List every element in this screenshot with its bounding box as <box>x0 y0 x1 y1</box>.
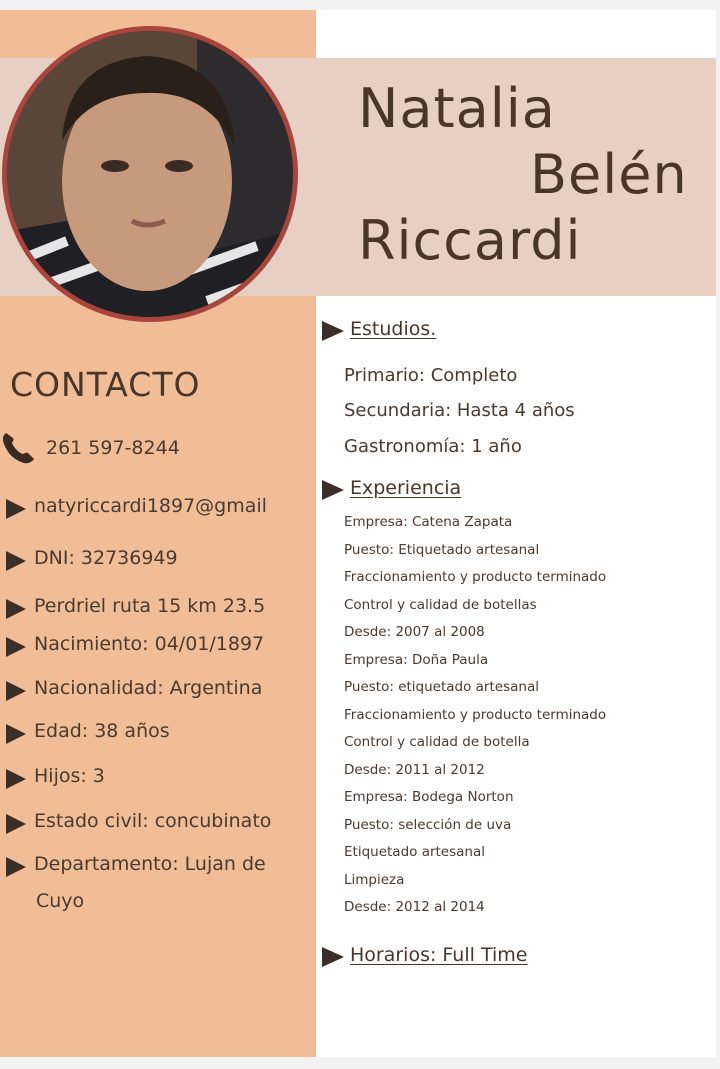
study-item: Secundaria: Hasta 4 años <box>344 400 575 421</box>
contact-nationality <box>6 677 262 699</box>
contact-birth <box>6 633 264 655</box>
email-text: natyriccardi1897@gmail <box>34 495 267 517</box>
dni-text: DNI: 32736949 <box>34 547 178 569</box>
arrow-bullet-icon <box>6 814 26 834</box>
contact-children <box>6 765 105 787</box>
experience-line: Puesto: selección de uva <box>344 816 512 833</box>
arrow-bullet-icon <box>322 947 344 967</box>
experience-line: Puesto: Etiquetado artesanal <box>344 541 540 558</box>
department-continuation: Cuyo <box>36 890 85 912</box>
experience-line: Etiquetado artesanal <box>344 844 485 860</box>
nationality-text: Nacionalidad: Argentina <box>34 677 263 699</box>
experience-line: Limpieza <box>344 871 405 888</box>
experience-line: Control y calidad de botella <box>344 734 530 750</box>
last-name: Riccardi <box>358 209 582 272</box>
first-name: Natalia <box>358 77 556 140</box>
birth-text: Nacimiento: 04/01/1897 <box>34 633 265 655</box>
civil-status-text: Estado civil: concubinato <box>34 810 272 832</box>
experience-line: Desde: 2012 al 2014 <box>344 899 485 915</box>
phone-icon <box>0 430 36 466</box>
age-text: Edad: 38 años <box>34 720 170 742</box>
profile-photo <box>2 26 298 322</box>
contact-dni <box>6 547 178 569</box>
arrow-bullet-icon <box>6 637 26 657</box>
contact-title: CONTACTO <box>10 365 201 404</box>
experience-title: Experiencia <box>350 477 462 499</box>
experience-line: Control y calidad de botellas <box>344 596 537 613</box>
profile-photo-image <box>7 31 293 317</box>
department-text: Departamento: Lujan de <box>34 853 266 875</box>
arrow-bullet-icon <box>322 480 344 500</box>
study-item: Primario: Completo <box>344 365 518 386</box>
experience-line: Fraccionamiento y producto terminado <box>344 569 607 585</box>
arrow-bullet-icon <box>6 499 26 519</box>
schedule-title: Horarios: Full Time <box>350 944 528 966</box>
arrow-bullet-icon <box>6 724 26 744</box>
experience-line: Empresa: Bodega Norton <box>344 789 514 805</box>
arrow-bullet-icon <box>6 857 26 877</box>
experience-line: Puesto: etiquetado artesanal <box>344 679 539 695</box>
experience-heading <box>322 477 461 499</box>
resume-page <box>0 10 716 1057</box>
experience-list <box>344 512 606 925</box>
contact-address <box>6 595 265 617</box>
contact-phone <box>0 430 180 466</box>
contact-civil-status <box>6 810 271 832</box>
arrow-bullet-icon <box>322 321 344 341</box>
schedule-heading <box>322 944 527 966</box>
experience-line: Empresa: Catena Zapata <box>344 514 513 530</box>
experience-line: Fraccionamiento y producto terminado <box>344 706 607 723</box>
phone-number: 261 597-8244 <box>46 437 180 459</box>
arrow-bullet-icon <box>6 681 26 701</box>
children-text: Hijos: 3 <box>34 765 105 787</box>
experience-line: Empresa: Doña Paula <box>344 651 489 668</box>
study-item: Gastronomía: 1 año <box>344 436 522 457</box>
experience-line: Desde: 2007 al 2008 <box>344 624 485 640</box>
experience-line: Desde: 2011 al 2012 <box>344 761 485 778</box>
contact-age <box>6 720 170 742</box>
contact-email[interactable] <box>6 495 267 517</box>
arrow-bullet-icon <box>6 599 26 619</box>
middle-name: Belén <box>530 143 688 206</box>
studies-title: Estudios. <box>350 318 437 340</box>
arrow-bullet-icon <box>6 769 26 789</box>
arrow-bullet-icon <box>6 551 26 571</box>
studies-heading <box>322 318 436 340</box>
contact-department <box>6 853 266 875</box>
address-text: Perdriel ruta 15 km 23.5 <box>34 595 266 617</box>
